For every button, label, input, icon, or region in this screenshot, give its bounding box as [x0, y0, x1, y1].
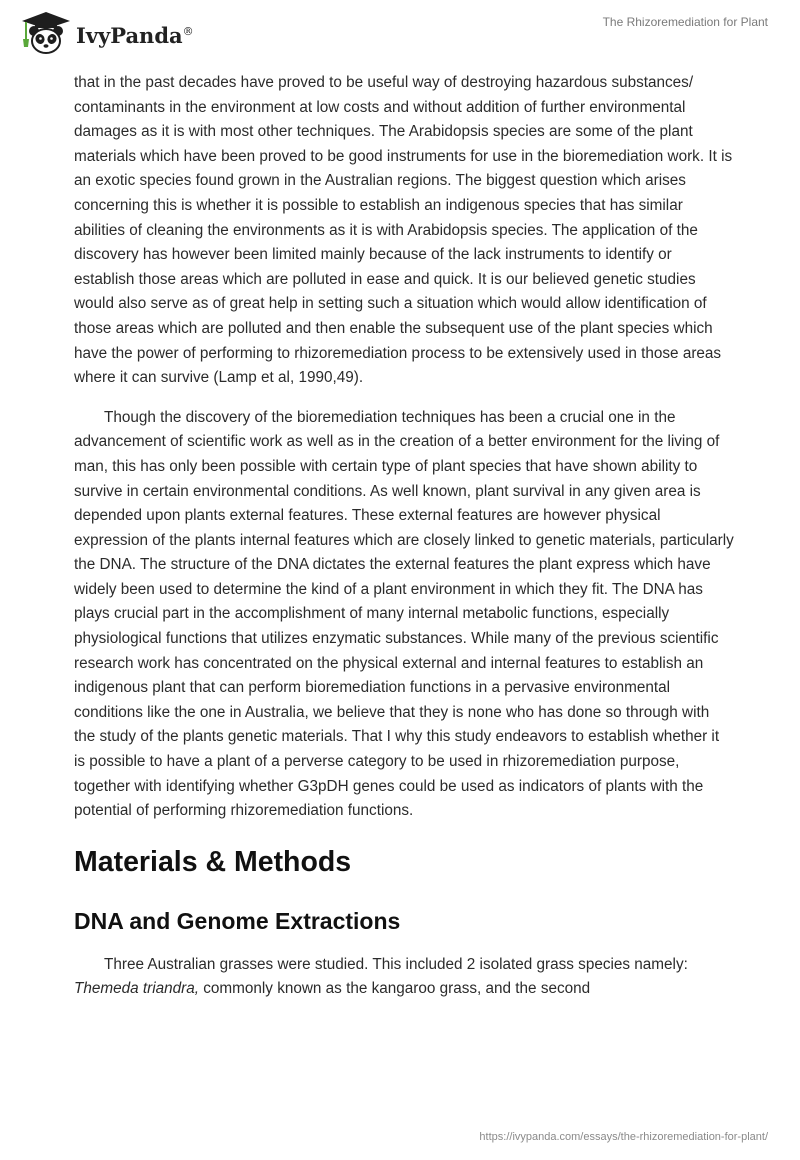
subsection-heading-dna-extraction: DNA and Genome Extractions: [74, 907, 401, 934]
document-title: The Rhizoremediation for Plant: [602, 15, 768, 29]
paragraph-2: Though the discovery of the bioremediation techniques has been a crucial one in the advancement of scientific work as well as in the creation of a better environment for the living of man, this has only been possible with certain type of plant species that have shown ability to survive in certain environmental conditions. As well known, plant survival in any given area is depended upon plants external features. These external features are however physical expression of the plants internal features which are closely linked to genetic materials, particularly the DNA. The structure of the DNA dictates the external features the plant express which have widely been used to determine the kind of a plant environment in which they fit. The DNA has plays crucial part in the accomplishment of many internal metabolic functions, especially physiological functions that utilizes enzymatic substances. While many of the previous scientific research work has concentrated on the physical external and internal features to establish an indigenous plant that can perform bioremediation functions in a pervasive environmental conditions like the one in Australia, we believe that they is none who has done so through with the study of the plants genetic materials. That I why this study endeavors to establish whether it is possible to have a plant of a perverse category to be used in rhizoremediation purpose, together with identifying whether G3pDH genes could be used as indicators of plants with the potential of performing rhizoremediation functions.: [74, 408, 734, 820]
brand-name: [76, 23, 194, 48]
source-url[interactable]: https://ivypanda.com/essays/the-rhizoremediation-for-plant/: [479, 1131, 768, 1143]
ivypanda-logo[interactable]: [16, 9, 194, 57]
panda-graduate-icon: [16, 9, 72, 57]
species-name: Themeda triandra,: [74, 980, 199, 998]
paragraph-1: that in the past decades have proved to be useful way of destroying hazardous substances/ contaminants in the environment at low costs and without addition of further environmental damages as it is with most other techniques. The Arabidopsis species are some of the plant materials which have been proved to be good instruments for use in the bioremediation work. It is an exotic species found grown in the Australian regions. The biggest question which arises concerning this is whether it is possible to establish an indigenous species that has similar abilities of cleaning the environments as it is with Arabidopsis species. The application of the discovery has however been limited mainly because of the lack instruments to identify or establish those areas which are polluted in ease and quick. It is our believed genetic studies would also serve as of great help in setting such a situation which would allow identification of those areas which are polluted and then enable the subsequent use of the plant species which have the power of performing to rhizoremediation process to be extensively used in those areas where it can survive (Lamp et al, 1990,49).: [74, 74, 733, 387]
registered-mark: ®: [182, 24, 194, 38]
brand-text: IvyPanda: [76, 22, 183, 48]
section-heading-materials-methods: Materials & Methods: [74, 845, 352, 878]
essay-body: [74, 71, 734, 1017]
paragraph-3-end: commonly known as the kangaroo grass, and the second: [199, 980, 591, 998]
paragraph-3-start: Three Australian grasses were studied. This included 2 isolated grass species namely:: [104, 955, 688, 973]
paragraph-3: [74, 953, 734, 1002]
page-header: [0, 0, 800, 70]
